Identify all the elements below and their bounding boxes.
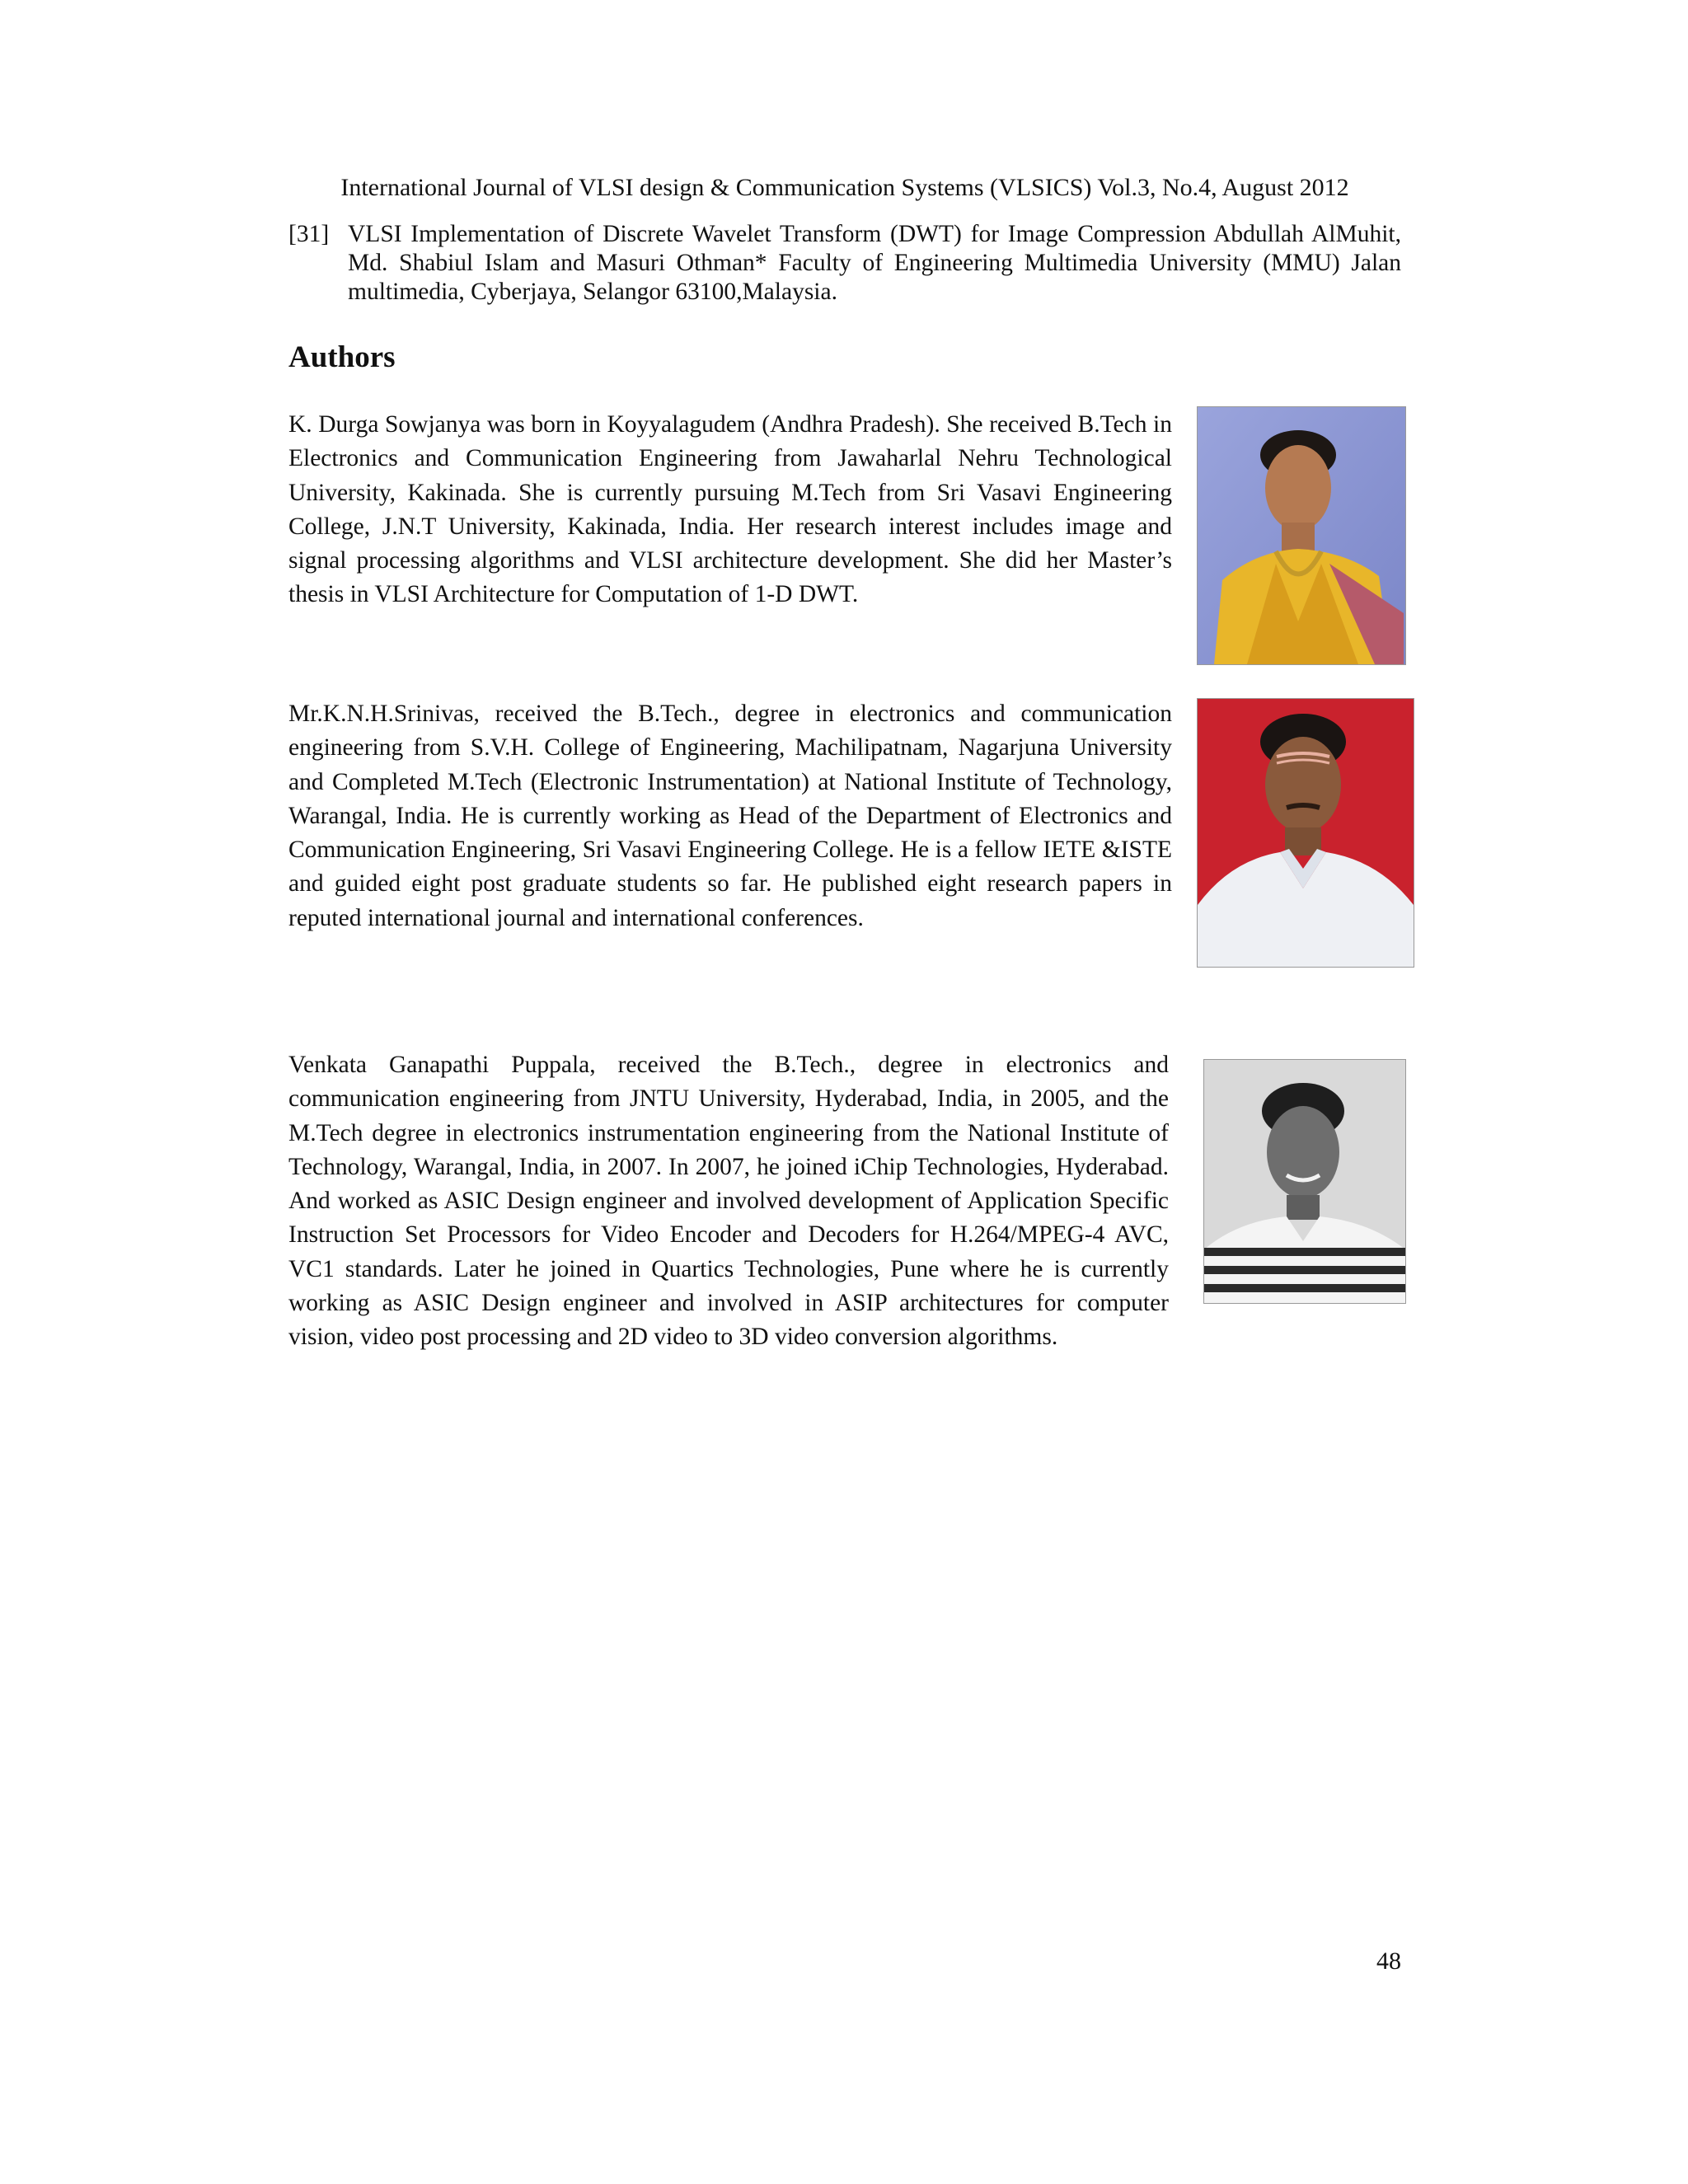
author-photo-1 [1197, 406, 1406, 665]
author-bio-2 [288, 697, 1172, 935]
page-number: 48 [1376, 1947, 1401, 1975]
running-header: International Journal of VLSI design & Communication Systems (VLSICS) Vol.3, No.4, August 2012 [340, 174, 1349, 201]
reference-number: [31] [288, 221, 330, 247]
author-photo-1-image [1198, 407, 1405, 664]
author-photo-2-image [1198, 699, 1414, 967]
author-photo-2 [1197, 698, 1414, 968]
author-bio-text: K. Durga Sowjanya was born in Koyyalagudem (Andhra Pradesh). She received B.Tech in Electronics and Communication Engineering from Jawaharlal Nehru Technological University, Kakinada. She is currently pursuing M.Tech from Sri Vasavi Engineering College, J.N.T University, Kakinada, India. Her research interest includes image and signal processing algorithms and VLSI architecture development. She did her Master’s thesis in VLSI Architecture for Computation of 1-D DWT. [288, 411, 1172, 608]
author-bio-text: Venkata Ganapathi Puppala, received the B.Tech., degree in electronics and communication engineering from JNTU University, Hyderabad, India, in 2005, and the M.Tech degree in electronics instrumentation engineering from the National Institute of Technology, Warangal, India, in 2007. In 2007, he joined iChip Technologies, Hyderabad. And worked as ASIC Design engineer and involved development of Application Specific Instruction Set Processors for Video Encoder and Decoders for H.264/MPEG-4 AVC, VC1 standards. Later he joined in Quartics Technologies, Pune where he is currently working as ASIC Design engineer and involved in ASIP architectures for computer vision, video post processing and 2D video to 3D video conversion algorithms. [288, 1052, 1169, 1351]
reference-text: VLSI Implementation of Discrete Wavelet Transform (DWT) for Image Compression Abdullah AlMuhit, Md. Shabiul Islam and Masuri Othman* Faculty of Engineering Multimedia University (MMU) Jalan multimedia, Cyberjaya, Selangor 63100,Malaysia. [348, 221, 1401, 305]
author-photo-3-image [1204, 1060, 1405, 1303]
section-heading-authors: Authors [288, 340, 396, 374]
reference-entry [288, 220, 1401, 307]
author-bio-text: Mr.K.N.H.Srinivas, received the B.Tech., degree in electronics and communication engineering from S.V.H. College of Engineering, Machilipatnam, Nagarjuna University and Completed M.Tech (Electronic Instrumentation) at National Institute of Technology, Warangal, India. He is currently working as Head of the Department of Electronics and Communication Engineering, Sri Vasavi Engineering College. He is a fellow IETE &ISTE and guided eight post graduate students so far. He published eight research papers in reputed international journal and international conferences. [288, 701, 1172, 931]
author-bio-1 [288, 408, 1172, 612]
author-photo-3 [1203, 1059, 1406, 1304]
